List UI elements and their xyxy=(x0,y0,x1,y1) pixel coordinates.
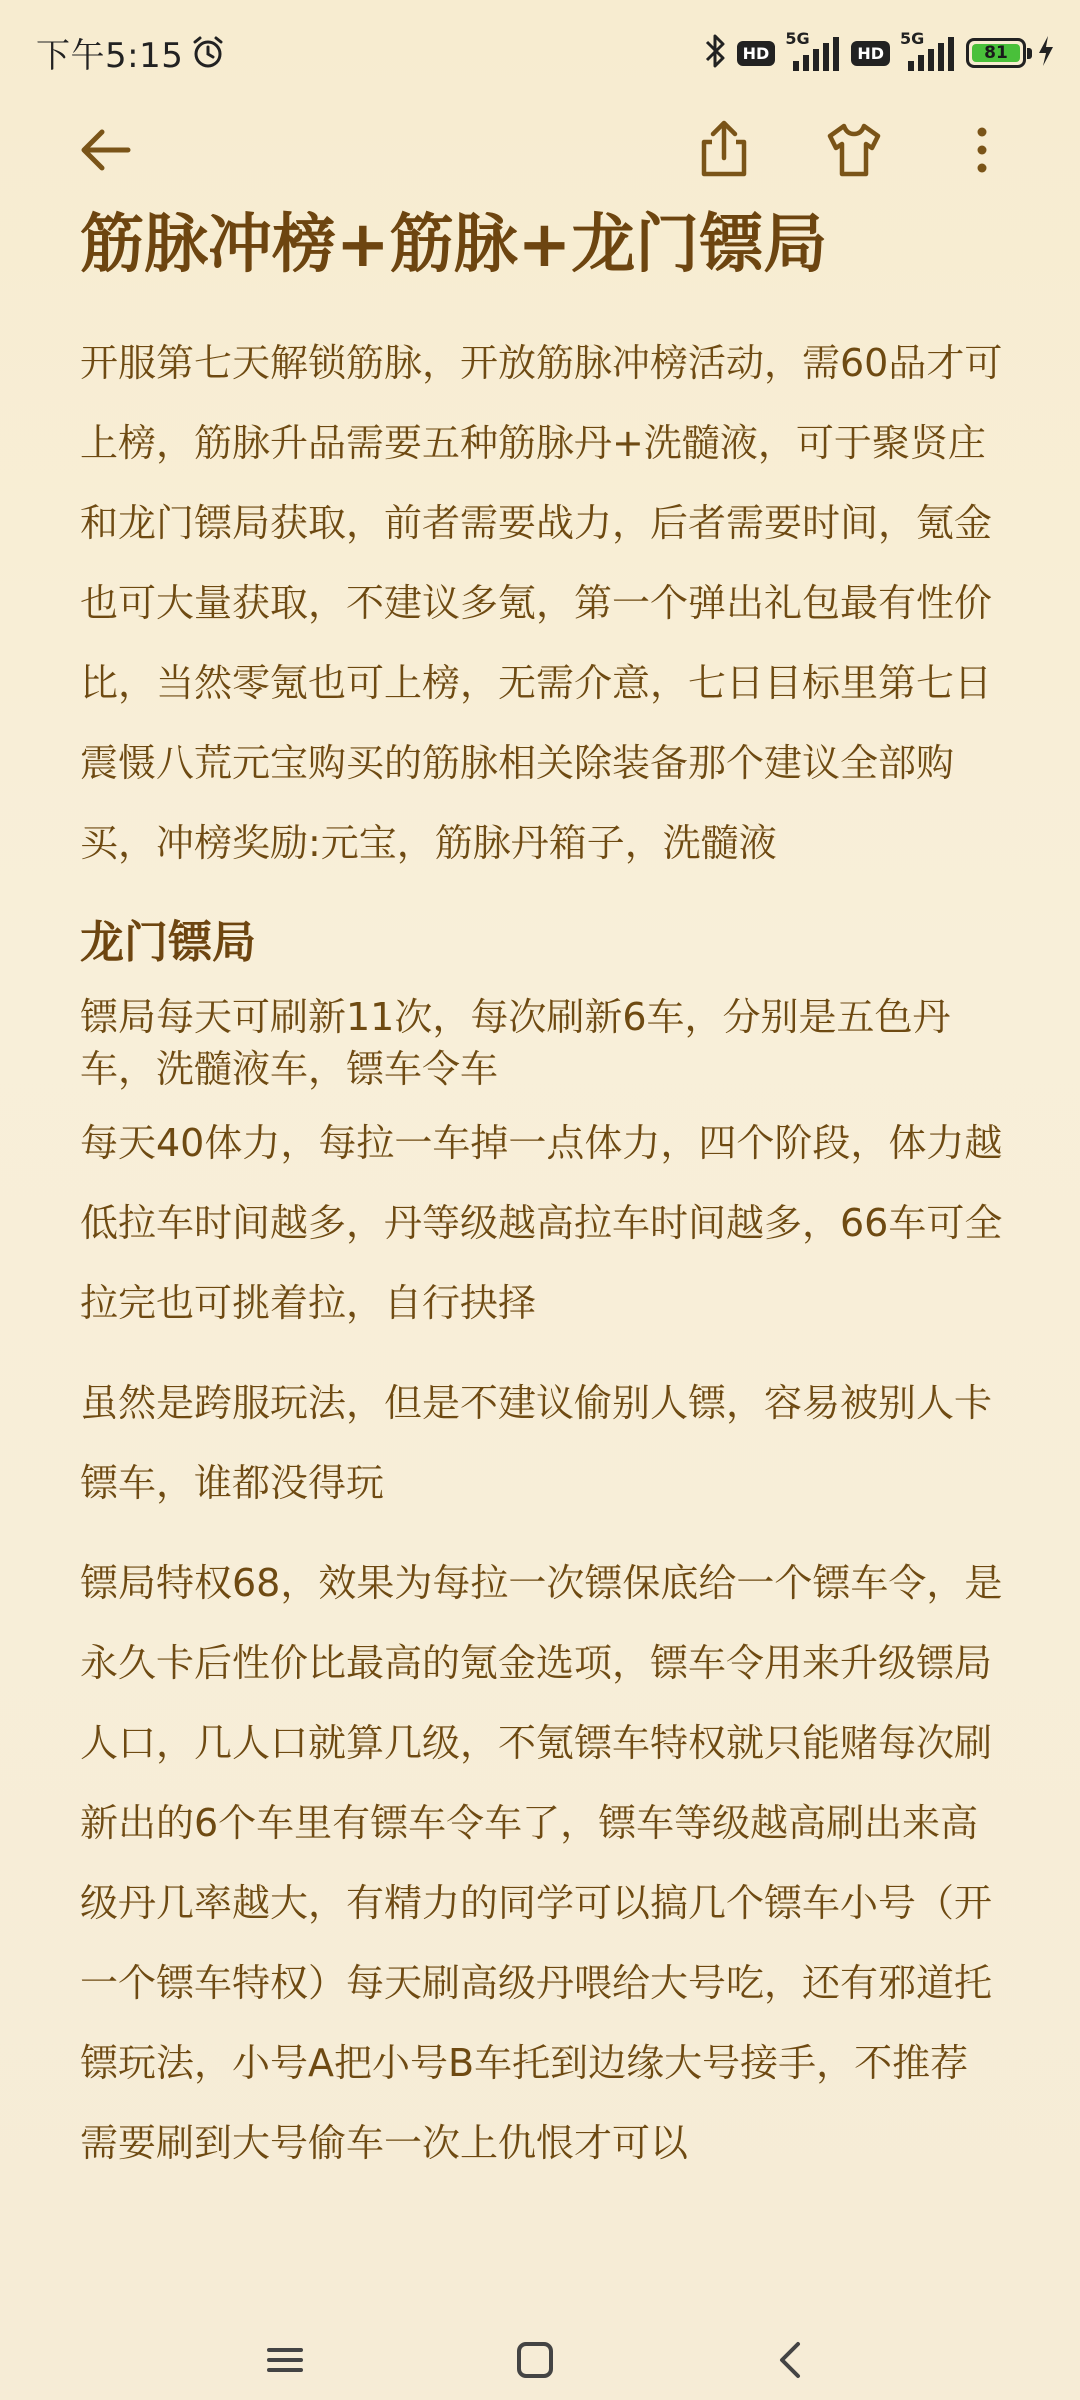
signal-icon xyxy=(900,29,956,73)
status-indicators xyxy=(703,30,1056,76)
charging-icon xyxy=(1036,34,1056,72)
note-content[interactable] xyxy=(80,195,1010,2183)
bluetooth-icon xyxy=(703,32,727,74)
more-button[interactable] xyxy=(946,114,1018,186)
network-type-1: 5G xyxy=(785,29,810,48)
home-icon xyxy=(513,2338,557,2382)
share-icon xyxy=(694,118,754,182)
paragraph-cross-server[interactable]: 虽然是跨服玩法，但是不建议偷别人镖，容易被别人卡镖车，谁都没得玩 xyxy=(80,1381,993,1505)
battery-icon xyxy=(966,38,1026,68)
paragraph-stamina[interactable]: 每天40体力，每拉一车掉一点体力，四个阶段，体力越低拉车时间越多，丹等级越高拉车时间越多，66车可全拉完也可挑着拉，自行抉择 xyxy=(80,1121,1003,1325)
battery-level: 81 xyxy=(972,44,1020,62)
paragraph-refresh[interactable]: 镖局每天可刷新11次，每次刷新6车，分别是五色丹车，洗髓液车，镖车令车 xyxy=(80,995,951,1091)
back-icon xyxy=(770,2338,810,2382)
status-time: 下午5:15 xyxy=(36,36,184,76)
theme-shirt-icon xyxy=(822,118,886,182)
section-heading[interactable]: 龙门镖局 xyxy=(80,917,256,968)
menu-icon xyxy=(263,2342,307,2378)
back-button[interactable] xyxy=(70,114,142,186)
more-vertical-icon xyxy=(967,118,997,182)
paragraph-privilege[interactable]: 镖局特权68，效果为每拉一次镖保底给一个镖车令，是永久卡后性价比最高的氪金选项，镖车令用来升级镖局人口，几人口就算几级，不氪镖车特权就只能赌每次刷新出的6个车里有镖车令车了，镖车等级越高刷出来高级丹几率越大，有精力的同学可以搞几个镖车小号（开一个镖车特权）每天刷高级丹喂给大号吃，还有邪道托镖玩法，小号A把小号B车托到边缘大号接手，不推荐 需要刷到大号偷车一次上仇恨才可以 xyxy=(80,1561,1003,2165)
back-nav-button[interactable] xyxy=(760,2330,820,2390)
note-title[interactable]: 筋脉冲榜+筋脉+龙门镖局 xyxy=(80,208,828,282)
system-nav-bar xyxy=(0,2300,1080,2400)
paragraph-intro[interactable]: 开服第七天解锁筋脉，开放筋脉冲榜活动，需60品才可上榜，筋脉升品需要五种筋脉丹+洗髓液，可于聚贤庄和龙门镖局获取，前者需要战力，后者需要时间，氪金也可大量获取，不建议多氪，第一个弹出礼包最有性价比，当然零氪也可上榜，无需介意，七日目标里第七日震慑八荒元宝购买的筋脉相关除装备那个建议全部购买，冲榜奖励:元宝，筋脉丹箱子，洗髓液 xyxy=(80,341,1003,865)
back-arrow-icon xyxy=(74,118,138,182)
network-type-2: 5G xyxy=(900,29,925,48)
theme-button[interactable] xyxy=(818,114,890,186)
hd-badge-2: HD xyxy=(851,41,890,66)
menu-button[interactable] xyxy=(255,2330,315,2390)
signal-icon xyxy=(785,29,841,73)
alarm-icon xyxy=(190,34,226,70)
battery-tip xyxy=(1027,48,1032,59)
status-bar xyxy=(0,0,1080,110)
note-toolbar xyxy=(0,110,1080,190)
hd-badge-1: HD xyxy=(737,41,776,66)
home-button[interactable] xyxy=(505,2330,565,2390)
share-button[interactable] xyxy=(688,114,760,186)
